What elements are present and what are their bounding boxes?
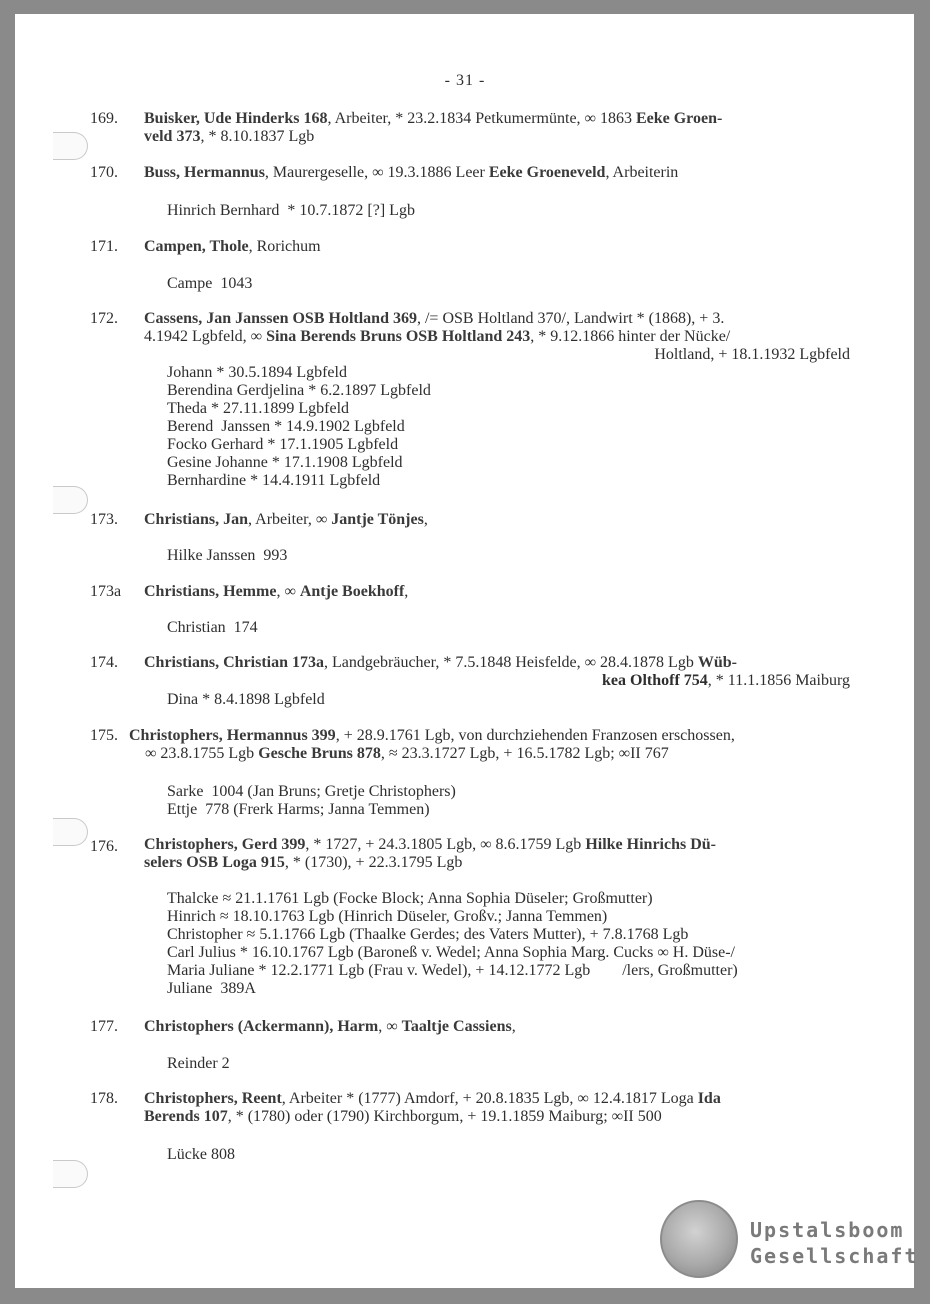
entry-number: 173a bbox=[90, 583, 122, 600]
entry-heading bbox=[144, 164, 854, 182]
child-entry: Sarke 1004 (Jan Bruns; Gretje Christophers) bbox=[167, 783, 456, 800]
entry-number: 177. bbox=[90, 1018, 118, 1035]
spouse-name: Ida bbox=[697, 1090, 721, 1107]
entry-text: , * 9.12.1866 hinter der Nücke/ bbox=[530, 328, 731, 345]
entry-text: , * (1780) oder (1790) Kirchborgum, + 19.1.1859 Maiburg; ∞II 500 bbox=[227, 1108, 662, 1125]
entry-text: , ≈ 23.3.1727 Lgb, + 16.5.1782 Lgb; ∞II 767 bbox=[380, 745, 669, 762]
punch-hole bbox=[53, 132, 88, 160]
society-name-line2: Gesellschaft bbox=[750, 1244, 919, 1268]
spouse-name-cont: selers OSB Loga 915 bbox=[144, 854, 285, 871]
entry-text: , Landgebräucher, * 7.5.1848 Heisfelde, ∞ 28.4.1878 Lgb bbox=[324, 654, 698, 671]
entry-text: , * (1730), + 22.3.1795 Lgb bbox=[284, 854, 463, 871]
spouse-name: Gesche Bruns 878 bbox=[258, 745, 381, 762]
punch-hole bbox=[53, 818, 88, 846]
entry-text: , bbox=[404, 583, 409, 600]
society-name-line1: Upstalsboom bbox=[750, 1218, 905, 1242]
spouse-name: Sina Berends Bruns OSB Holtland 243 bbox=[266, 328, 531, 345]
entry-number: 172. bbox=[90, 310, 118, 327]
entry-text: , + 28.9.1761 Lgb, von durchziehenden Franzosen erschossen, bbox=[335, 727, 735, 744]
entry-text: , bbox=[423, 511, 428, 528]
person-name: Buss, Hermannus bbox=[144, 164, 265, 181]
entry-text: , /= OSB Holtland 370/, Landwirt * (1868), + 3. bbox=[416, 310, 725, 327]
spouse-name: Hilke Hinrichs Dü- bbox=[585, 836, 716, 853]
person-name: Buisker, Ude Hinderks 168 bbox=[144, 110, 328, 127]
spouse-name: Jantje Tönjes bbox=[331, 511, 424, 528]
page-number: - 31 - bbox=[444, 72, 486, 89]
entry-text: , * 1727, + 24.3.1805 Lgb, ∞ 8.6.1759 Lgb bbox=[305, 836, 586, 853]
society-seal bbox=[660, 1200, 738, 1278]
entry-heading bbox=[144, 654, 854, 672]
entry-number: 171. bbox=[90, 238, 118, 255]
entry-number: 173. bbox=[90, 511, 118, 528]
child-entry: Reinder 2 bbox=[167, 1055, 230, 1072]
entry-text: , ∞ bbox=[378, 1018, 402, 1035]
entry-text: , Arbeiter * (1777) Amdorf, + 20.8.1835 Lgb, ∞ 12.4.1817 Loga bbox=[281, 1090, 698, 1107]
child-entry: Juliane 389A bbox=[167, 980, 256, 997]
spouse-name-cont: veld 373 bbox=[144, 128, 201, 145]
child-entry: Carl Julius * 16.10.1767 Lgb (Baroneß v. Wedel; Anna Sophia Marg. Cucks ∞ H. Düse-/ bbox=[167, 944, 735, 961]
punch-hole bbox=[53, 486, 88, 514]
child-entry: Maria Juliane * 12.2.1771 Lgb (Frau v. Wedel), + 14.12.1772 Lgb /lers, Großmutter) bbox=[167, 962, 738, 979]
entry-text: , Arbeiter, ∞ bbox=[248, 511, 332, 528]
person-name: Christophers, Gerd 399 bbox=[144, 836, 306, 853]
child-entry: Campe 1043 bbox=[167, 275, 253, 292]
child-entry: Berend Janssen * 14.9.1902 Lgbfeld bbox=[167, 418, 405, 435]
entry-heading bbox=[144, 1090, 854, 1126]
entry-text: , * 8.10.1837 Lgb bbox=[200, 128, 315, 145]
spouse-name: Antje Boekhoff bbox=[299, 583, 405, 600]
person-name: Christians, Hemme bbox=[144, 583, 277, 600]
person-name: Christophers, Hermannus 399 bbox=[129, 727, 336, 744]
entry-number: 170. bbox=[90, 164, 118, 181]
child-entry: Christian 174 bbox=[167, 619, 258, 636]
person-name: Christians, Christian 173a bbox=[144, 654, 325, 671]
entry-number: 174. bbox=[90, 654, 118, 671]
document-page bbox=[15, 14, 919, 1288]
entry-number: 178. bbox=[90, 1090, 118, 1107]
entry-heading bbox=[144, 310, 854, 346]
entry-text-right bbox=[602, 672, 850, 690]
person-name: Christophers (Ackermann), Harm bbox=[144, 1018, 379, 1035]
entry-heading bbox=[129, 727, 859, 763]
entry-heading bbox=[144, 836, 854, 872]
child-entry: Hinrich Bernhard * 10.7.1872 [?] Lgb bbox=[167, 202, 415, 219]
child-entry: Lücke 808 bbox=[167, 1146, 235, 1163]
entry-heading bbox=[144, 583, 854, 601]
child-entry: Focko Gerhard * 17.1.1905 Lgbfeld bbox=[167, 436, 399, 453]
entry-heading bbox=[144, 1018, 854, 1036]
child-entry: Thalcke ≈ 21.1.1761 Lgb (Focke Block; Anna Sophia Düseler; Großmutter) bbox=[167, 890, 653, 907]
child-entry: Ettje 778 (Frerk Harms; Janna Temmen) bbox=[167, 801, 430, 818]
entry-text: ∞ 23.8.1755 Lgb bbox=[145, 745, 259, 762]
entry-text: 4.1942 Lgbfeld, ∞ bbox=[144, 328, 267, 345]
child-entry: Gesine Johanne * 17.1.1908 Lgbfeld bbox=[167, 454, 403, 471]
entry-text: , * 11.1.1856 Maiburg bbox=[707, 672, 850, 689]
entry-text: , ∞ bbox=[276, 583, 300, 600]
entry-text: , Arbeiter, * 23.2.1834 Petkumermünte, ∞ 1863 bbox=[327, 110, 636, 127]
entry-heading bbox=[144, 238, 854, 256]
spouse-name: Eeke Groeneveld bbox=[488, 164, 606, 181]
spouse-name-cont: Berends 107 bbox=[144, 1108, 228, 1125]
person-name: Campen, Thole bbox=[144, 238, 249, 255]
entry-text: , Maurergeselle, ∞ 19.3.1886 Leer bbox=[264, 164, 489, 181]
child-entry: Johann * 30.5.1894 Lgbfeld bbox=[167, 364, 347, 381]
entry-heading bbox=[144, 511, 854, 529]
entry-number: 175. bbox=[90, 727, 118, 744]
child-entry: Dina * 8.4.1898 Lgbfeld bbox=[167, 691, 325, 708]
spouse-name-cont: kea Olthoff 754 bbox=[602, 672, 708, 689]
child-entry: Christopher ≈ 5.1.1766 Lgb (Thaalke Gerdes; des Vaters Mutter), + 7.8.1768 Lgb bbox=[167, 926, 689, 943]
person-name: Christophers, Reent bbox=[144, 1090, 282, 1107]
spouse-name: Wüb- bbox=[697, 654, 737, 671]
spouse-name: Taaltje Cassiens bbox=[401, 1018, 512, 1035]
entry-heading bbox=[144, 110, 854, 146]
punch-hole bbox=[53, 1160, 88, 1188]
child-entry: Berendina Gerdjelina * 6.2.1897 Lgbfeld bbox=[167, 382, 431, 399]
spouse-name: Eeke Groen- bbox=[635, 110, 723, 127]
entry-number: 176. bbox=[90, 838, 118, 855]
child-entry: Bernhardine * 14.4.1911 Lgbfeld bbox=[167, 472, 381, 489]
child-entry: Hinrich ≈ 18.10.1763 Lgb (Hinrich Düseler, Großv.; Janna Temmen) bbox=[167, 908, 608, 925]
person-name: Christians, Jan bbox=[144, 511, 249, 528]
person-name: Cassens, Jan Janssen OSB Holtland 369 bbox=[144, 310, 417, 327]
entry-text: , bbox=[511, 1018, 516, 1035]
entry-number: 169. bbox=[90, 110, 118, 127]
entry-text-right: Holtland, + 18.1.1932 Lgbfeld bbox=[654, 346, 850, 363]
entry-text: , Rorichum bbox=[248, 238, 321, 255]
child-entry: Hilke Janssen 993 bbox=[167, 547, 288, 564]
child-entry: Theda * 27.11.1899 Lgbfeld bbox=[167, 400, 350, 417]
entry-text: , Arbeiterin bbox=[605, 164, 679, 181]
